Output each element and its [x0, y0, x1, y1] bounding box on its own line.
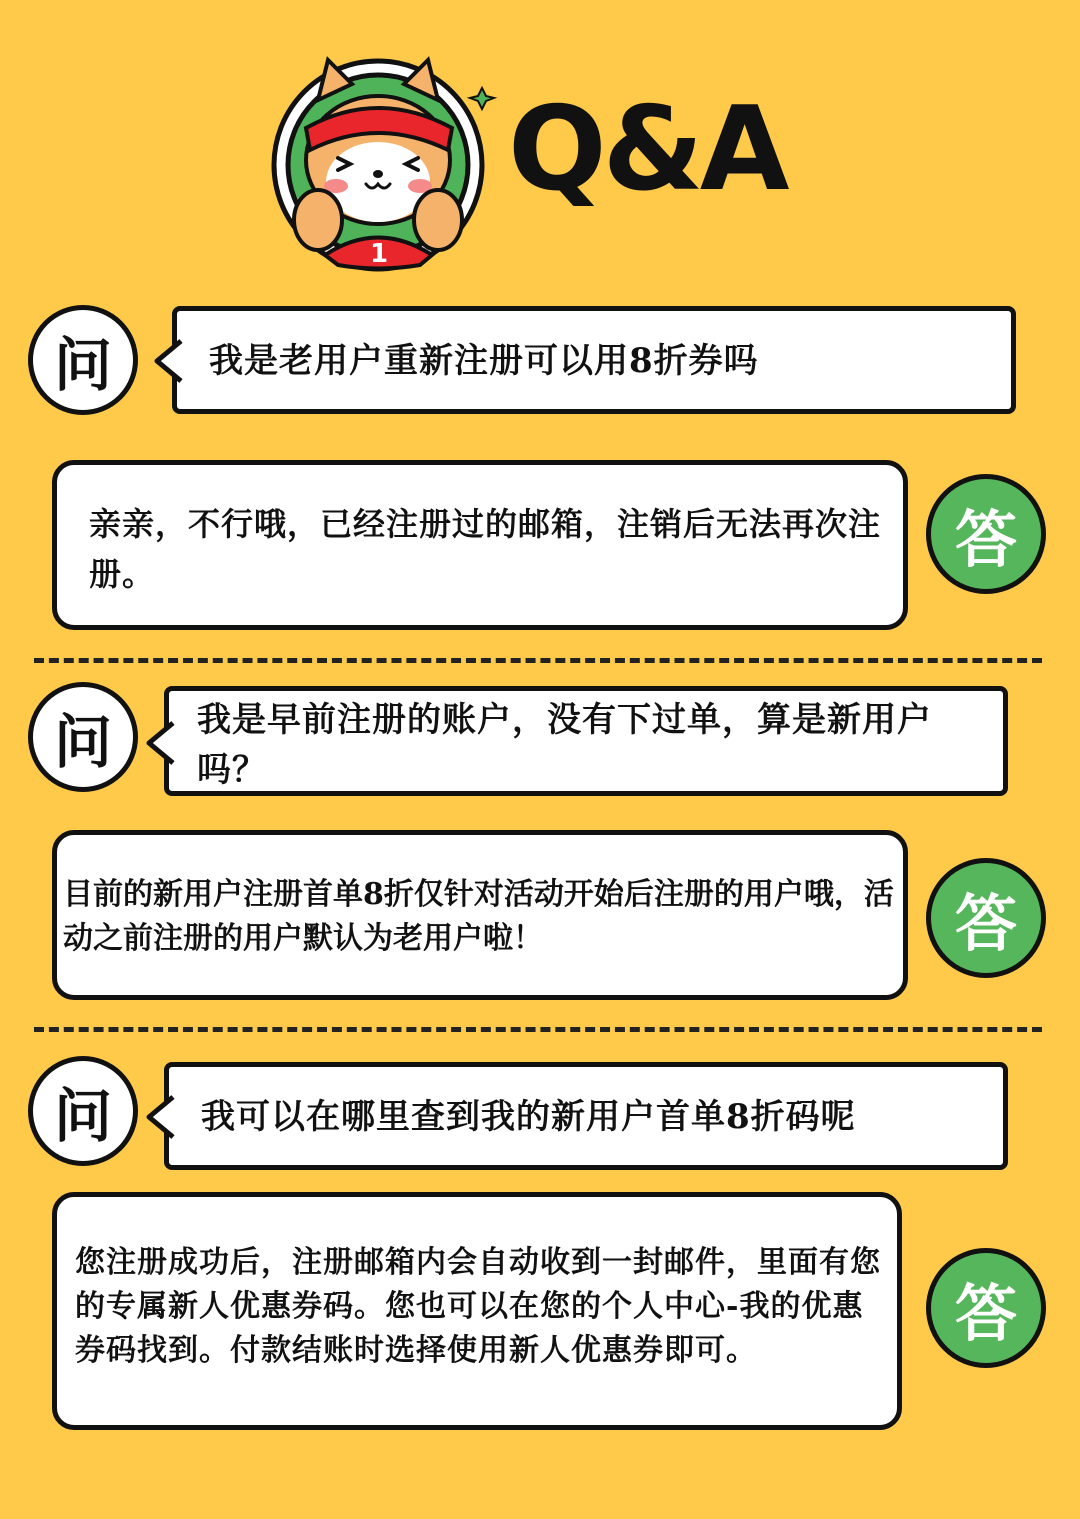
question-bubble [164, 1062, 1008, 1170]
answer-badge: 答 [926, 474, 1046, 594]
shiba-mascot-icon [270, 50, 500, 272]
question-text: 我可以在哪里查到我的新用户首单8折码呢 [201, 1097, 856, 1137]
answer-text: 您注册成功后，注册邮箱内会自动收到一封邮件，里面有您的专属新人优惠券码。您也可以在您的个人中心-我的优惠券码找到。付款结账时选择使用新人优惠券即可。 [75, 1245, 881, 1368]
question-bubble [172, 306, 1016, 414]
question-badge: 问 [28, 305, 138, 415]
answer-badge: 答 [926, 1248, 1046, 1368]
question-text: 我是老用户重新注册可以用8折券吗 [209, 341, 759, 381]
answer-bubble [52, 830, 908, 1000]
question-bubble [164, 686, 1008, 796]
answer-bubble [52, 460, 908, 630]
section-divider [34, 1027, 1042, 1032]
answer-text: 目前的新用户注册首单8折仅针对活动开始后注册的用户哦，活动之前注册的用户默认为老用户啦！ [63, 877, 894, 956]
question-badge: 问 [28, 1056, 138, 1166]
answer-text: 亲亲，不行哦，已经注册过的邮箱，注销后无法再次注册。 [89, 505, 882, 593]
section-divider [34, 658, 1042, 663]
question-badge: 问 [28, 682, 138, 792]
page-title: Q&A [508, 82, 786, 217]
answer-bubble [52, 1192, 902, 1430]
question-text: 我是早前注册的账户，没有下过单，算是新用户吗？ [197, 700, 932, 790]
answer-badge: 答 [926, 858, 1046, 978]
svg-text:1: 1 [370, 239, 389, 269]
